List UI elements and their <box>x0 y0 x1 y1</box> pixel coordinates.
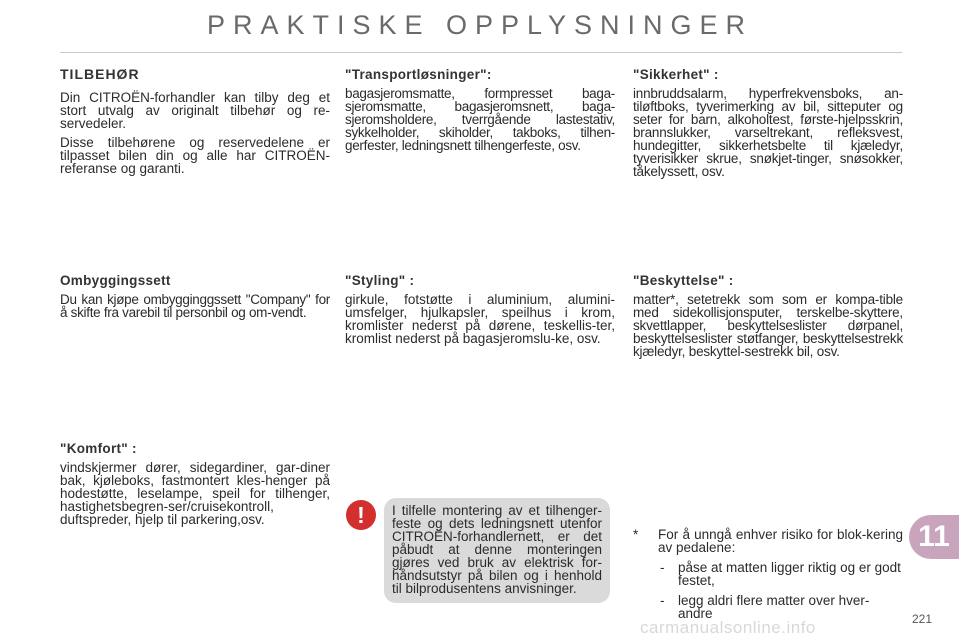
paragraph: innbruddsalarm, hyperfrekvensboks, an-tiløftboks, tyverimerking av bil, sitteputer og seter for barn, alkoholtest, første-hjelpsskrin, brannslukker, varseltrekant, refleksvest, hundegitter, sikkerhetsbelte til kjæledyr, tyverisikker skrue, snøkjet-tinger, snøsokker, tåkelyssett, osv. <box>633 86 903 179</box>
section-title-ombygging: Ombyggingssett <box>60 273 171 288</box>
section-title-styling: "Styling" : <box>345 273 415 288</box>
watermark: carmanualsonline.info <box>640 618 816 637</box>
footnote <box>633 528 903 620</box>
column-3-beskyttelse <box>633 273 903 364</box>
page-title: PRAKTISKE OPPLYSNINGER <box>206 10 754 40</box>
column-1-ombygging <box>60 273 330 325</box>
section-title-tilbehor: TILBEHØR <box>60 66 140 82</box>
column-2-transport <box>345 67 615 158</box>
page-number: 221 <box>912 612 933 626</box>
paragraph: matter*, setetrekk som som er kompa-tible med sidekollisjonsputer, terskelbe-skyttere, skvettlapper, beskyttelseslister dørpanel, beskyttelseslister støtfanger, beskyttelsestrekk kjæledyr, beskyttel-sestrekk bil, osv. <box>633 292 903 359</box>
paragraph: Din CITROËN-forhandler kan tilby deg et stort utvalg av originalt tilbehør og re-servedeler. <box>60 90 330 131</box>
chapter-number: 11 <box>918 520 950 553</box>
list-item <box>658 561 903 587</box>
warning-text: I tilfelle montering av et tilhenger-feste og dets ledningsnett utenfor CITROËN-forhandlernett, er det påbudt at denne monteringen gjøres ved bruk av elektrisk for-håndsutstyr på bilen og i henhold til bilprodusentens anvisninger. <box>392 503 602 596</box>
list-item-text: påse at matten ligger riktig og er godt festet, <box>678 560 901 588</box>
column-1-komfort <box>60 441 330 532</box>
paragraph: girkule, fotstøtte i aluminium, alumini-umsfelger, hjulkapsler, speilhus i krom, kromlister nederst på dørene, teskellis-ter, kromlist nederst på bagasjeromslu-ke, osv. <box>345 292 615 346</box>
list-item <box>658 594 903 620</box>
paragraph: bagasjeromsmatte, formpresset baga-sjeromsmatte, bagasjeromsnett, baga-sjeromsholdere, tverrgående lastestativ, sykkelholder, skiholder, takboks, tilhen-gerfester, ledningsnett tilhengerfeste, osv. <box>345 86 615 153</box>
section-title-transport: "Transportløsninger": <box>345 67 492 82</box>
header-divider <box>60 52 902 53</box>
section-title-sikkerhet: "Sikkerhet" : <box>633 67 719 82</box>
section-title-beskyttelse: "Beskyttelse" : <box>633 273 734 288</box>
warning-box <box>384 498 610 603</box>
column-1 <box>60 66 330 181</box>
chapter-tab <box>909 515 959 559</box>
section-title-komfort: "Komfort" : <box>60 441 137 456</box>
list-dash: - <box>660 560 665 575</box>
list-item-text: legg aldri flere matter over hver-andre <box>678 593 870 621</box>
paragraph: Disse tilbehørene og reservedelene er tilpasset bilen din og alle har CITROËN-referanse og garanti. <box>60 135 330 176</box>
list-dash: - <box>660 593 665 608</box>
paragraph: vindskjermer dører, sidegardiner, gar-diner bak, kjøleboks, fastmontert kles-henger på hodestøtte, leselampe, speil for tilhenger, hastighetsbegren-ser/cruisekontroll, duftspreder, hjelp til parkering,osv. <box>60 460 330 527</box>
exclamation-icon: ! <box>346 500 376 530</box>
column-3-sikkerhet <box>633 67 903 184</box>
footnote-star: * <box>633 527 639 542</box>
footnote-text: For å unngå enhver risiko for blok-kering av pedalene: <box>658 527 903 555</box>
paragraph: Du kan kjøpe ombygginggssett "Company" for å skifte fra varebil til personbil og om-vendt. <box>60 292 330 320</box>
column-2-styling <box>345 273 615 351</box>
